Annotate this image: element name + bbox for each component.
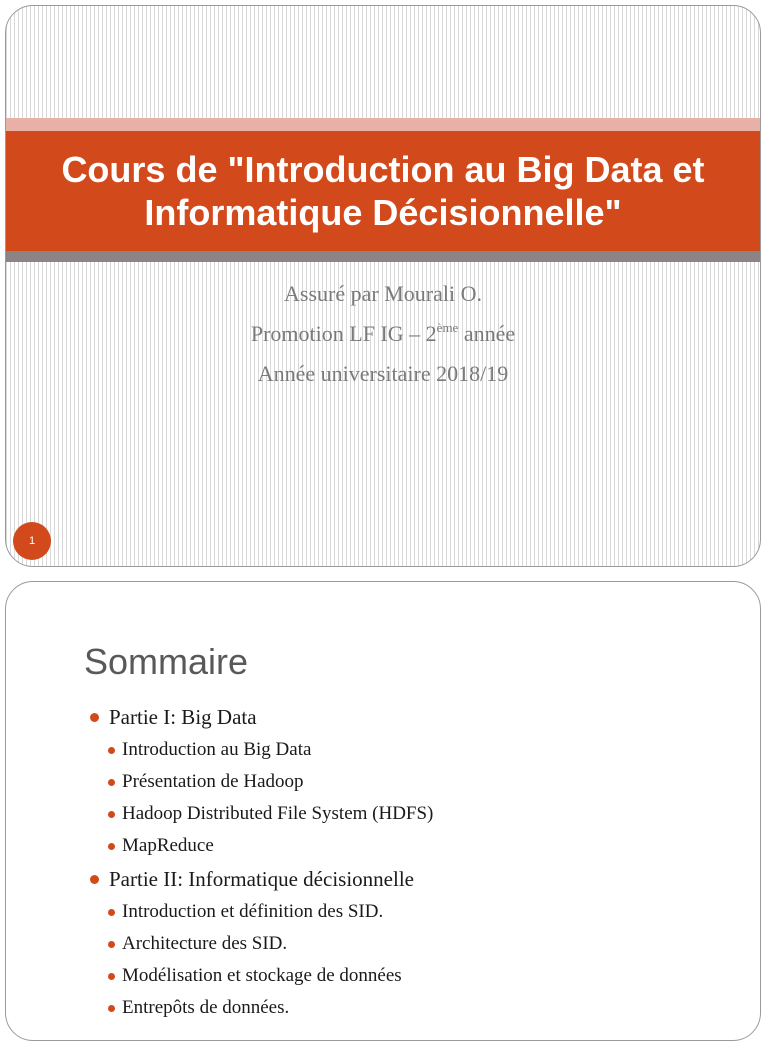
list-item-label: Présentation de Hadoop	[122, 771, 304, 792]
summary-list	[86, 700, 726, 1024]
list-item-label: Entrepôts de données.	[122, 997, 290, 1018]
bullet-icon	[108, 779, 115, 786]
list-item	[86, 928, 726, 960]
list-item-label: Introduction au Big Data	[122, 739, 312, 760]
list-item	[86, 798, 726, 830]
academic-year-line: Année universitaire 2018/19	[257, 361, 509, 386]
bullet-icon	[108, 843, 115, 850]
bullet-icon	[108, 1005, 115, 1012]
list-item	[86, 830, 726, 862]
list-item-label: Modélisation et stockage de données	[122, 965, 402, 986]
summary-slide	[5, 581, 761, 1041]
list-item	[86, 960, 726, 992]
author-line: Assuré par Mourali O.	[284, 281, 482, 306]
part-heading	[86, 700, 726, 734]
title-banner	[6, 131, 760, 251]
part-label: Partie II: Informatique décisionnelle	[109, 867, 414, 891]
page-number-badge: 1	[13, 522, 51, 560]
part-sublist	[86, 734, 726, 862]
promotion-superscript: ème	[436, 320, 459, 335]
accent-band-bottom	[6, 251, 760, 262]
slide-title-line-2: Informatique Décisionnelle"	[144, 192, 622, 233]
list-item	[86, 734, 726, 766]
bullet-icon	[108, 973, 115, 980]
part-item	[86, 700, 726, 862]
accent-band-top	[6, 118, 760, 131]
title-slide	[5, 5, 761, 567]
bullet-icon	[108, 909, 115, 916]
promotion-line	[6, 314, 760, 354]
list-item-label: Hadoop Distributed File System (HDFS)	[122, 803, 434, 824]
list-item	[86, 896, 726, 928]
part-item	[86, 862, 726, 1024]
bullet-icon	[108, 747, 115, 754]
bullet-icon	[108, 941, 115, 948]
list-item	[86, 992, 726, 1024]
list-item-label: Introduction et définition des SID.	[122, 901, 384, 922]
bullet-icon	[108, 811, 115, 818]
slide-subtitle	[6, 274, 760, 394]
bullet-icon	[90, 875, 99, 884]
slide-title	[31, 148, 734, 234]
list-item	[86, 766, 726, 798]
promotion-suffix: année	[458, 321, 516, 346]
list-item-label: Architecture des SID.	[122, 933, 288, 954]
part-sublist	[86, 896, 726, 1024]
part-label: Partie I: Big Data	[109, 705, 257, 729]
summary-title: Sommaire	[84, 641, 249, 682]
slide-title-line-1: Cours de "Introduction au Big Data et	[61, 149, 705, 190]
bullet-icon	[90, 713, 99, 722]
promotion-prefix: Promotion LF IG – 2	[250, 321, 437, 346]
part-heading	[86, 862, 726, 896]
list-item-label: MapReduce	[122, 835, 214, 856]
